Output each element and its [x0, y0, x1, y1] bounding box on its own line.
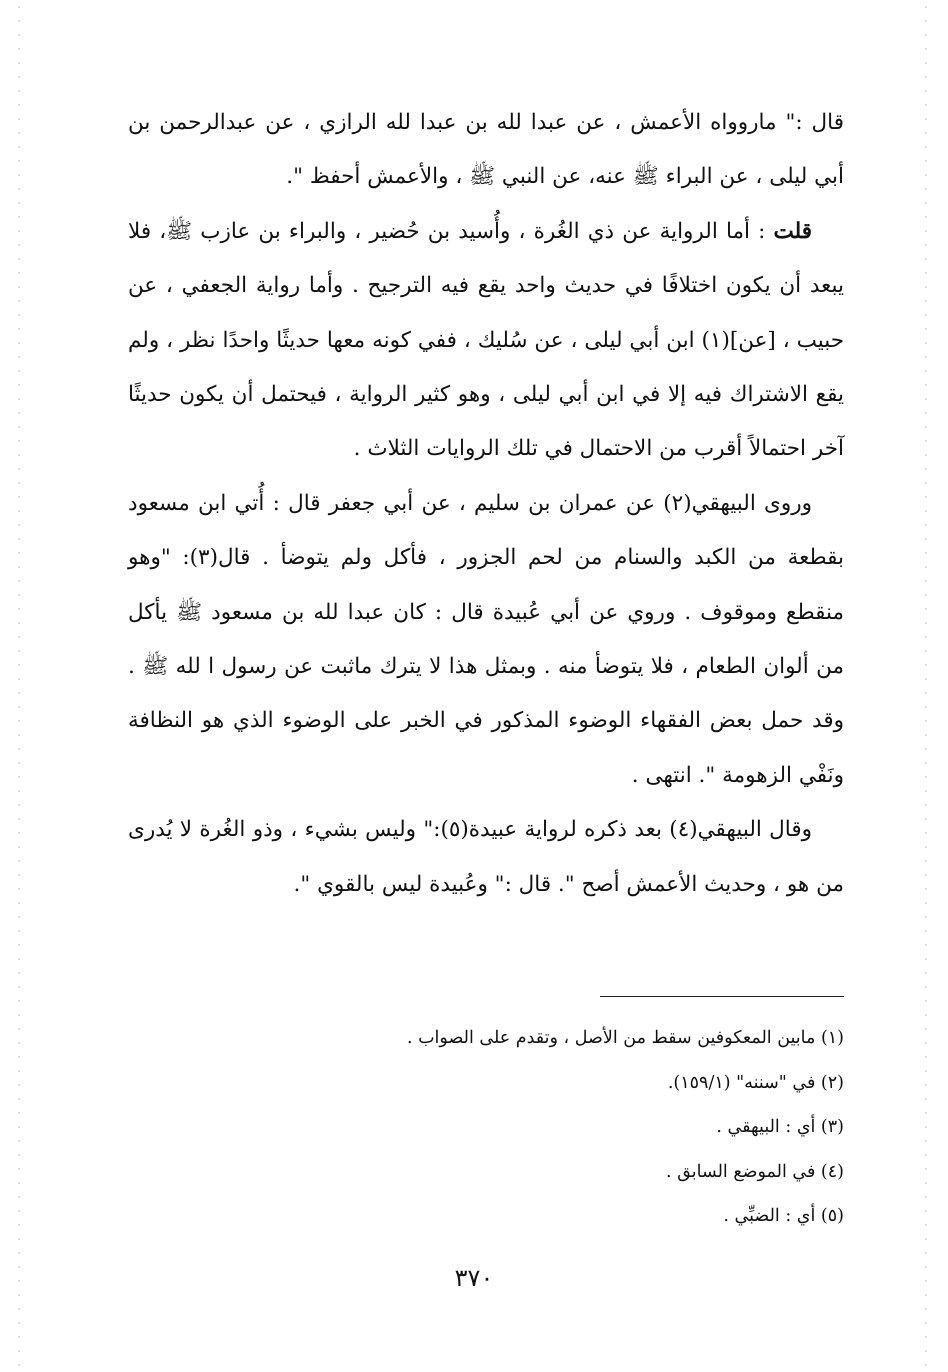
paragraph-text: قال :" ماروواه الأعمش ، عن عبدا لله بن عبدا لله الرازي ، عن عبدالرحمن بن أبي ليلى ، عن البراء ﷺ عنه، عن النبي ﷺ ، والأعمش أحفظ ". — [128, 110, 844, 190]
paragraph — [128, 205, 844, 477]
footnote: (٢) في "سننه" (١٥٩/١). — [667, 1072, 844, 1093]
paragraph — [128, 477, 844, 803]
footnote: (٥) أي : الضبِّي . — [723, 1206, 844, 1226]
paragraph — [128, 96, 844, 205]
paragraph-text: وقال البيهقي(٤) بعد ذكره لرواية عبيدة(٥):" وليس بشيء ، وذو الغُرة لا يُدرى من هو ، وحديث الأعمش أصح ". قال :" وعُبيدة ليس بالقوي ". — [128, 817, 844, 897]
paragraph-text: وروى البيهقي(٢) عن عمران بن سليم ، عن أبي جعفر قال : أُتي ابن مسعود بقطعة من الكبد والسنام من لحم الجزور ، فأكل ولم يتوضأ . قال(٣): "وهو منقطع وموقوف . وروي عن أبي عُبيدة قال : كان عبدا لله بن مسعود ﷺ يأكل من ألوان الطعام ، فلا يتوضأ منه . وبمثل هذا لا يترك ماثبت عن رسول ا لله ﷺ . وقد حمل بعض الفقهاء الوضوء المذكور في الخبر على الوضوء الذي هو النظافة ونَفْي الزهومة ". انتهى . — [128, 490, 844, 788]
page-number: ٣٧٠ — [454, 1264, 494, 1292]
paragraph-text: : أما الرواية عن ذي الغُرة ، وأُسيد بن حُضير ، والبراء بن عازب ﷺ، فلا يبعد أن يكون اختلافًا في حديث واحد يقع فيه الترجيح . وأما رواية الجعفي ، عن حبيب ، [عن](١) ابن أبي ليلى ، عن سُليك ، ففي كونه معها حديثًا واحدًا نظر ، ولم يقع الاشتراك فيه إلا في ابن أبي ليلى ، وهو كثير الرواية ، فيحتمل أن يكون حديثًا آخر احتمالاً أقرب من الاحتمال في تلك الروايات الثلاث . — [128, 218, 844, 462]
footnote: (٤) في الموضع السابق . — [666, 1161, 844, 1182]
paragraph — [128, 803, 844, 912]
footnote-separator — [600, 996, 844, 997]
footnote: (٣) أي : البيهقي . — [716, 1117, 844, 1137]
scan-margin-dots — [925, 0, 927, 1372]
scan-margin-dots — [18, 0, 20, 1372]
paragraph-lead-word: قلت — [773, 218, 812, 244]
footnote: (١) مابين المعكوفين سقط من الأصل ، وتقدم على الصواب . — [406, 1028, 844, 1048]
main-text — [128, 96, 844, 912]
footnotes — [128, 1016, 844, 1239]
